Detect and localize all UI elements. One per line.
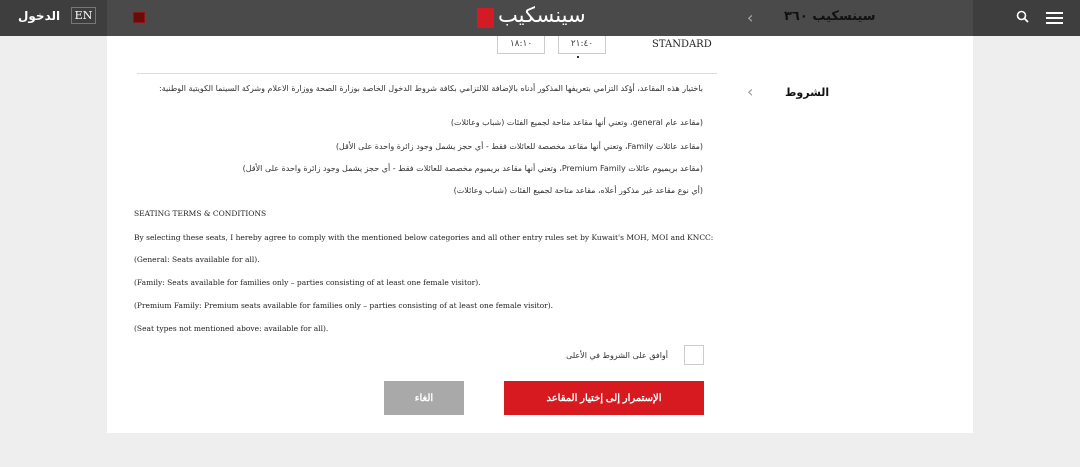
terms-arabic-intro: باختيار هذه المقاعد، أؤكد التزامي بتعريفها المذكور أدناه بالإضافة للالتزامي بكافة شروط الدخول الخاصة بوزارة الصحة ووزارة الاعلام وشركة السينما الكويتية الوطنية: — [159, 84, 703, 93]
brand-logo-icon[interactable] — [477, 8, 494, 28]
terms-english-line: (Family: Seats available for families only – parties consisting of at least one female visitor). — [134, 278, 481, 287]
terms-english-line: (Seat types not mentioned above: available for all). — [134, 324, 329, 333]
seat-category: STANDARD — [652, 39, 712, 50]
stop-icon[interactable] — [133, 12, 145, 23]
terms-english-line: By selecting these seats, I hereby agree to comply with the mentioned below categories and all other entry rules set by Kuwait's MOH, MOI and KNCC: — [134, 233, 714, 242]
terms-arabic-line: (مقاعد عائلات Family، وتعني أنها مقاعد مخصصة للعائلات فقط - أي حجز يشمل وجود زائرة واحدة على الأقل) — [335, 142, 703, 151]
terms-english-title: SEATING TERMS & CONDITIONS — [134, 209, 267, 218]
cancel-button[interactable]: الغاء — [384, 381, 464, 415]
showtime-box[interactable]: ١٨:١٠ — [497, 36, 545, 54]
terms-section-title: الشروط — [785, 86, 830, 99]
hamburger-menu-icon[interactable] — [1046, 12, 1063, 24]
divider — [137, 73, 717, 74]
terms-arabic-line: (مقاعد عام general، وتعني أنها مقاعد متاحة لجميع الفئات (شباب وعائلات) — [450, 118, 703, 127]
terms-arabic-line: (أي نوع مقاعد غير مذكور أعلاه، مقاعد متاحة لجميع الفئات (شباب وعائلات) — [453, 186, 703, 195]
login-link[interactable]: الدخول — [18, 9, 61, 23]
indicator-dot — [577, 56, 579, 58]
cinema-title: سينسكيب ٣٦٠ — [784, 9, 876, 24]
terms-arabic-line: (مقاعد بريميوم عائلات Premium Family، وتعني أنها مقاعد بريميوم مخصصة للعائلات فقط - أي حجز يشمل وجود زائرة واحدة على الأقل) — [242, 164, 703, 173]
terms-english-line: (Premium Family: Premium seats available for families only – parties consisting of at least one female visitor). — [134, 301, 554, 310]
agree-checkbox[interactable] — [684, 345, 704, 365]
agree-label[interactable]: أوافق على الشروط في الأعلى — [566, 351, 668, 360]
terms-english-line: (General: Seats available for all). — [134, 255, 260, 264]
language-toggle[interactable]: EN — [71, 7, 96, 24]
showtime-box[interactable]: ٢١:٤٠ — [558, 36, 606, 54]
chevron-left-icon[interactable]: ‹ — [747, 82, 754, 101]
search-icon[interactable] — [1016, 10, 1029, 23]
continue-to-seats-button[interactable]: الإستمرار إلى إختيار المقاعد — [504, 381, 704, 415]
chevron-left-icon[interactable]: ‹ — [747, 8, 754, 27]
terms-card — [107, 36, 973, 433]
brand-name[interactable]: سينسكيب — [498, 3, 586, 27]
top-navigation-bar — [0, 0, 1080, 36]
